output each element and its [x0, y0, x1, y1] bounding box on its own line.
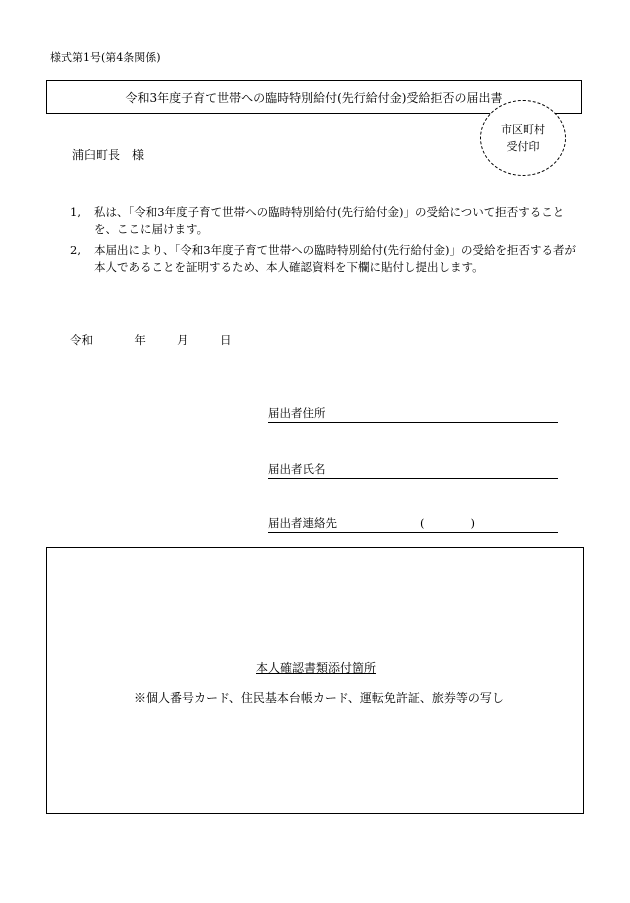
applicant-address-label: 届出者住所: [268, 406, 326, 420]
document-title: 令和3年度子育て世帯への臨時特別給付(先行給付金)受給拒否の届出書: [125, 90, 503, 105]
applicant-address-field[interactable]: [268, 405, 558, 423]
date-day-label: 日: [219, 333, 232, 347]
item-number: 1,: [70, 205, 81, 219]
contact-parentheses: ( ): [420, 516, 475, 530]
stamp-line-1: 市区町村: [501, 123, 545, 136]
item-text: 本届出により、「令和3年度子育て世帯への臨時特別給付(先行給付金)」の受給を拒否する者が本人であることを証明するため、本人確認資料を下欄に貼付し提出します。: [94, 243, 577, 274]
addressee: 浦臼町長 様: [72, 148, 145, 162]
date-era: 令和: [70, 333, 93, 347]
stamp-line-2: 受付印: [506, 140, 540, 153]
applicant-contact-field[interactable]: [268, 515, 558, 533]
statement-item-2: [70, 242, 585, 276]
item-number: 2,: [70, 243, 81, 257]
applicant-name-label: 届出者氏名: [268, 462, 326, 476]
date-line: [70, 332, 231, 348]
applicant-contact-label: 届出者連絡先: [268, 516, 337, 530]
date-month-label: 月: [177, 333, 189, 347]
attachment-note: ※個人番号カード、住民基本台帳カード、運転免許証、旅券等の写し: [134, 691, 504, 705]
attachment-title: 本人確認書類添付箇所: [256, 661, 377, 675]
statement-item-1: [70, 204, 585, 238]
item-text: 私は、「令和3年度子育て世帯への臨時特別給付(先行給付金)」の受給について拒否することを、ここに届けます。: [94, 205, 565, 236]
date-year-label: 年: [134, 333, 146, 347]
id-document-attachment-area: [46, 547, 584, 814]
applicant-name-field[interactable]: [268, 461, 558, 479]
reception-stamp-area: [480, 100, 566, 176]
form-number: 様式第1号(第4条関係): [50, 51, 161, 64]
